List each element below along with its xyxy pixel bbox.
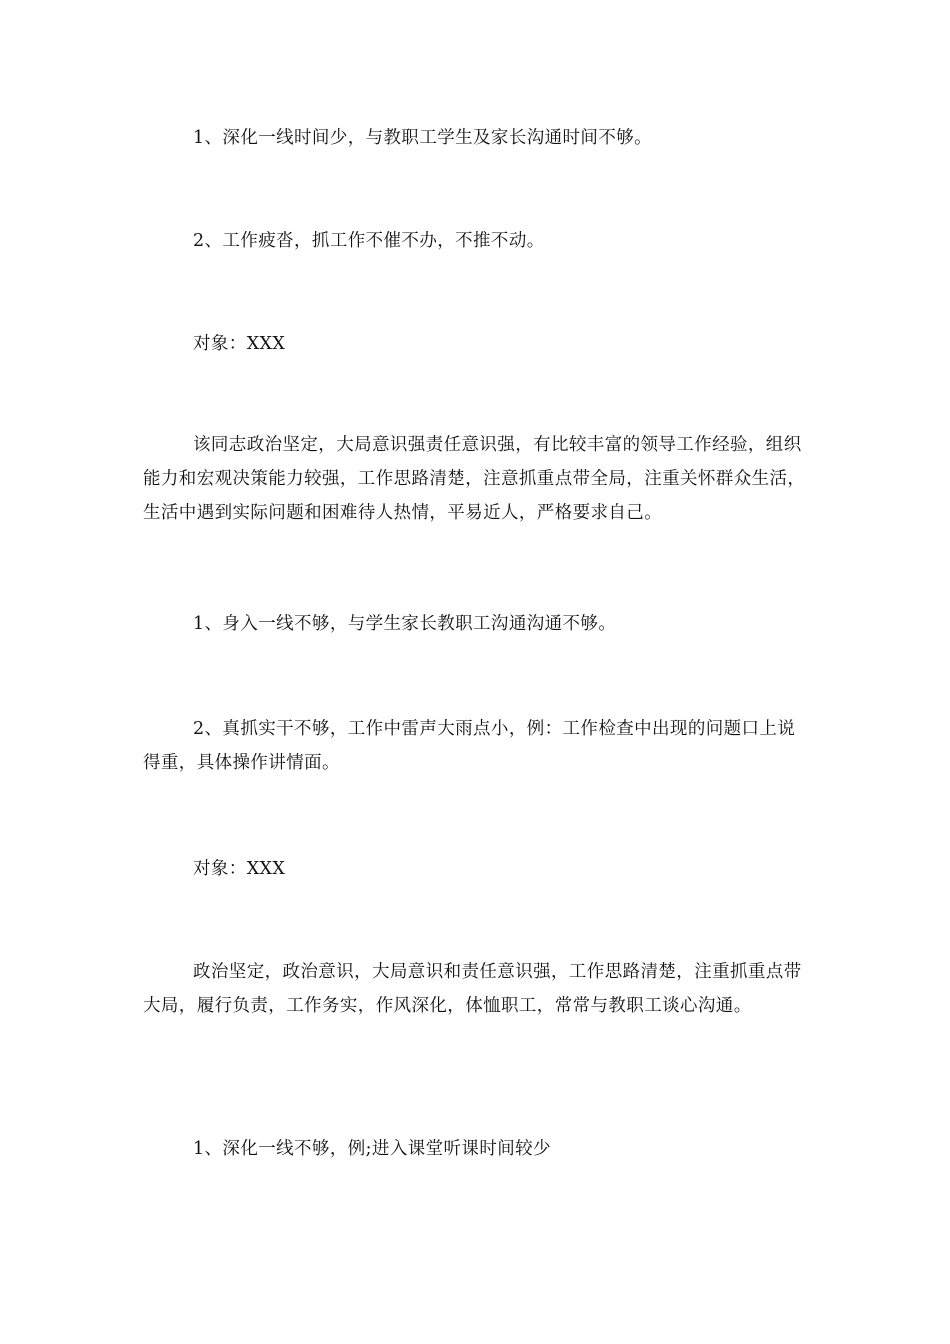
evaluation-paragraph: 该同志政治坚定，大局意识强责任意识强，有比较丰富的领导工作经验，组织能力和宏观决策能力较强，工作思路清楚，注意抓重点带全局，注重关怀群众生活，生活中遇到实际问题和困难待人热情，平易近人，严格要求自己。	[143, 435, 806, 523]
paragraph-item-1: 1、深化一线时间少，与教职工学生及家长沟通时间不够。	[193, 128, 653, 148]
paragraph-item-2: 2、工作疲沓，抓工作不催不办，不推不动。	[193, 231, 545, 251]
paragraph-item-1: 1、深化一线不够，例;进入课堂听课时间较少	[193, 1139, 551, 1159]
paragraph-item-1: 1、身入一线不够，与学生家长教职工沟通沟通不够。	[193, 614, 617, 634]
evaluation-paragraph: 政治坚定，政治意识，大局意识和责任意识强，工作思路清楚，注重抓重点带大局，履行负责，工作务实，作风深化，体恤职工，常常与教职工谈心沟通。	[143, 962, 802, 1016]
paragraph-item-2: 2、真抓实干不够，工作中雷声大雨点小，例：工作检查中出现的问题口上说得重，具体操作讲情面。	[143, 719, 796, 773]
subject-label: 对象：XXX	[193, 334, 286, 354]
subject-label: 对象：XXX	[193, 859, 286, 879]
